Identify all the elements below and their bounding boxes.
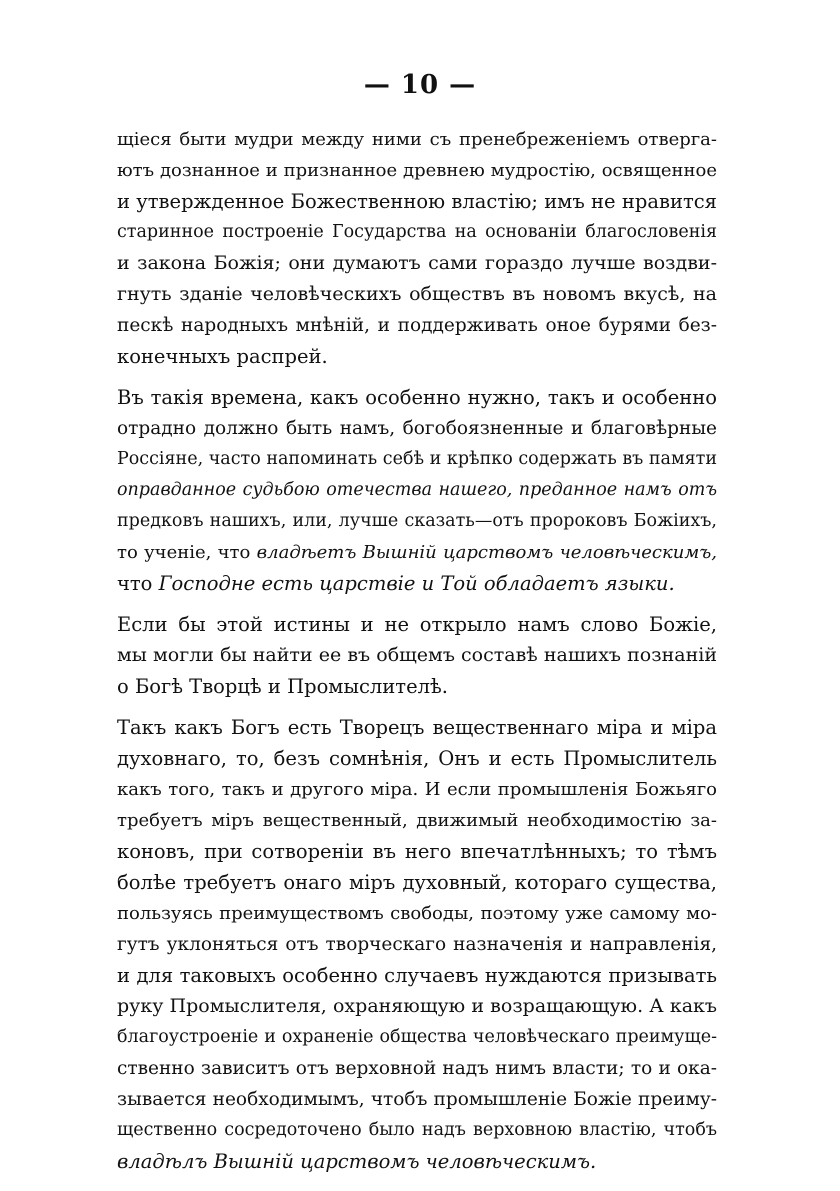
- text-line: [117, 186, 717, 217]
- body-text: [117, 124, 717, 1177]
- text-segment: щіеся быти мудри между ними съ пренебреженіемъ отверга-: [117, 129, 717, 150]
- paragraph: [117, 712, 717, 1177]
- text-line: [117, 774, 717, 805]
- text-line: [117, 568, 717, 599]
- text-line: [117, 898, 717, 929]
- text-line: [117, 712, 717, 743]
- text-line: [117, 310, 717, 341]
- text-line: [117, 867, 717, 898]
- text-line: [117, 609, 717, 640]
- text-line: [117, 929, 717, 960]
- text-line: [117, 341, 717, 372]
- italic-text: владѣетъ Вышній царствомъ человѣческимъ,: [256, 542, 717, 563]
- text-segment: предковъ нашихъ, или, лучше сказать—отъ пророковъ Божіихъ,: [117, 511, 717, 531]
- text-segment: о Богѣ Творцѣ и Промыслителѣ.: [117, 675, 448, 698]
- text-segment: что: [117, 572, 159, 595]
- text-segment: духовнаго, то, безъ сомнѣнія, Онъ и есть Промыслитель: [117, 747, 717, 770]
- text-segment: благоустроеніе и охраненіе общества человѣческаго преимуще-: [117, 1027, 717, 1047]
- text-line: [117, 1084, 717, 1115]
- text-segment: старинное построеніе Государства на основаніи благословенія: [117, 222, 717, 242]
- text-segment: и утвержденное Божественною властію; имъ не нравится: [117, 190, 717, 213]
- text-segment: гутъ уклоняться отъ творческаго назначенія и направленія,: [117, 934, 717, 955]
- text-segment: ственно зависитъ отъ верховной надъ нимъ власти; то и ока-: [117, 1058, 717, 1079]
- text-line: [117, 506, 717, 537]
- text-line: [117, 1115, 717, 1146]
- text-line: [117, 960, 717, 991]
- text-segment: зывается необходимымъ, чтобъ промышленіе Божіе преиму-: [117, 1089, 717, 1110]
- paragraph-gap: [117, 702, 717, 712]
- text-segment: ютъ дознанное и признанное древнею мудростію, освященное: [117, 160, 717, 181]
- text-segment: отрадно должно быть намъ, богобоязненные и благовѣрные: [117, 418, 717, 439]
- text-line: [117, 1022, 717, 1053]
- italic-text: владѣлъ Вышній царствомъ человѣческимъ.: [117, 1150, 597, 1173]
- text-segment: требуетъ міръ вещественный, движимый необходимостію за-: [117, 810, 717, 831]
- text-segment: коновъ, при сотвореніи въ него впечатлѣнныхъ; то тѣмъ: [117, 840, 717, 863]
- paragraph: [117, 382, 717, 599]
- text-line: [117, 1146, 717, 1177]
- text-segment: руку Промыслителя, охраняющую и возращающую. А какъ: [117, 995, 717, 1017]
- text-segment: и для таковыхъ особенно случаевъ нуждаются призывать: [117, 964, 717, 987]
- text-segment: болѣе требуетъ онаго міръ духовный, котораго существа,: [117, 871, 717, 894]
- text-line: [117, 537, 717, 568]
- page-number: — 10 —: [363, 70, 477, 100]
- text-segment: гнуть зданіе человѣческихъ обществъ въ новомъ вкусѣ, на: [117, 283, 717, 305]
- text-segment: и закона Божія; они думаютъ сами гораздо лучше воздви-: [117, 252, 717, 274]
- text-line: [117, 444, 717, 475]
- text-line: [117, 475, 717, 506]
- text-line: [117, 836, 717, 867]
- text-segment: мы могли бы найти ее въ общемъ составѣ нашихъ познаній: [117, 644, 717, 666]
- text-line: [117, 805, 717, 836]
- paragraph: [117, 609, 717, 702]
- text-segment: щественно сосредоточено было надъ верховною властію, чтобъ: [117, 1120, 717, 1140]
- text-segment: Россіяне, часто напоминать себѣ и крѣпко содержать въ памяти: [117, 449, 717, 469]
- text-line: [117, 382, 717, 413]
- paragraph: [117, 124, 717, 372]
- text-line: [117, 743, 717, 774]
- text-line: [117, 279, 717, 310]
- paragraph-gap: [117, 599, 717, 609]
- text-line: [117, 155, 717, 186]
- text-line: [117, 640, 717, 671]
- text-segment: конечныхъ распрей.: [117, 345, 328, 368]
- text-segment: пользуясь преимуществомъ свободы, поэтому уже самому мо-: [117, 903, 717, 924]
- italic-text: оправданное судьбою отечества нашего, преданное намъ отъ: [117, 480, 717, 500]
- text-line: [117, 991, 717, 1022]
- text-line: [117, 671, 717, 702]
- text-segment: Такъ какъ Богъ есть Творецъ вещественнаго міра и міра: [117, 716, 717, 739]
- text-line: [117, 248, 717, 279]
- text-segment: Въ такія времена, какъ особенно нужно, такъ и особенно: [117, 386, 717, 409]
- text-line: [117, 413, 717, 444]
- text-segment: пескѣ народныхъ мнѣній, и поддерживать оное бурями без-: [117, 315, 717, 336]
- text-line: [117, 124, 717, 155]
- italic-text: Господне есть царствіе и Той обладаетъ языки.: [158, 572, 675, 595]
- text-line: [117, 1053, 717, 1084]
- paragraph-gap: [117, 372, 717, 382]
- text-line: [117, 217, 717, 248]
- text-segment: Если бы этой истины и не открыло намъ слово Божіе,: [117, 613, 717, 636]
- text-segment: то ученіе, что: [117, 542, 257, 563]
- text-segment: какъ того, такъ и другого міра. И если промышленія Божьяго: [117, 779, 717, 800]
